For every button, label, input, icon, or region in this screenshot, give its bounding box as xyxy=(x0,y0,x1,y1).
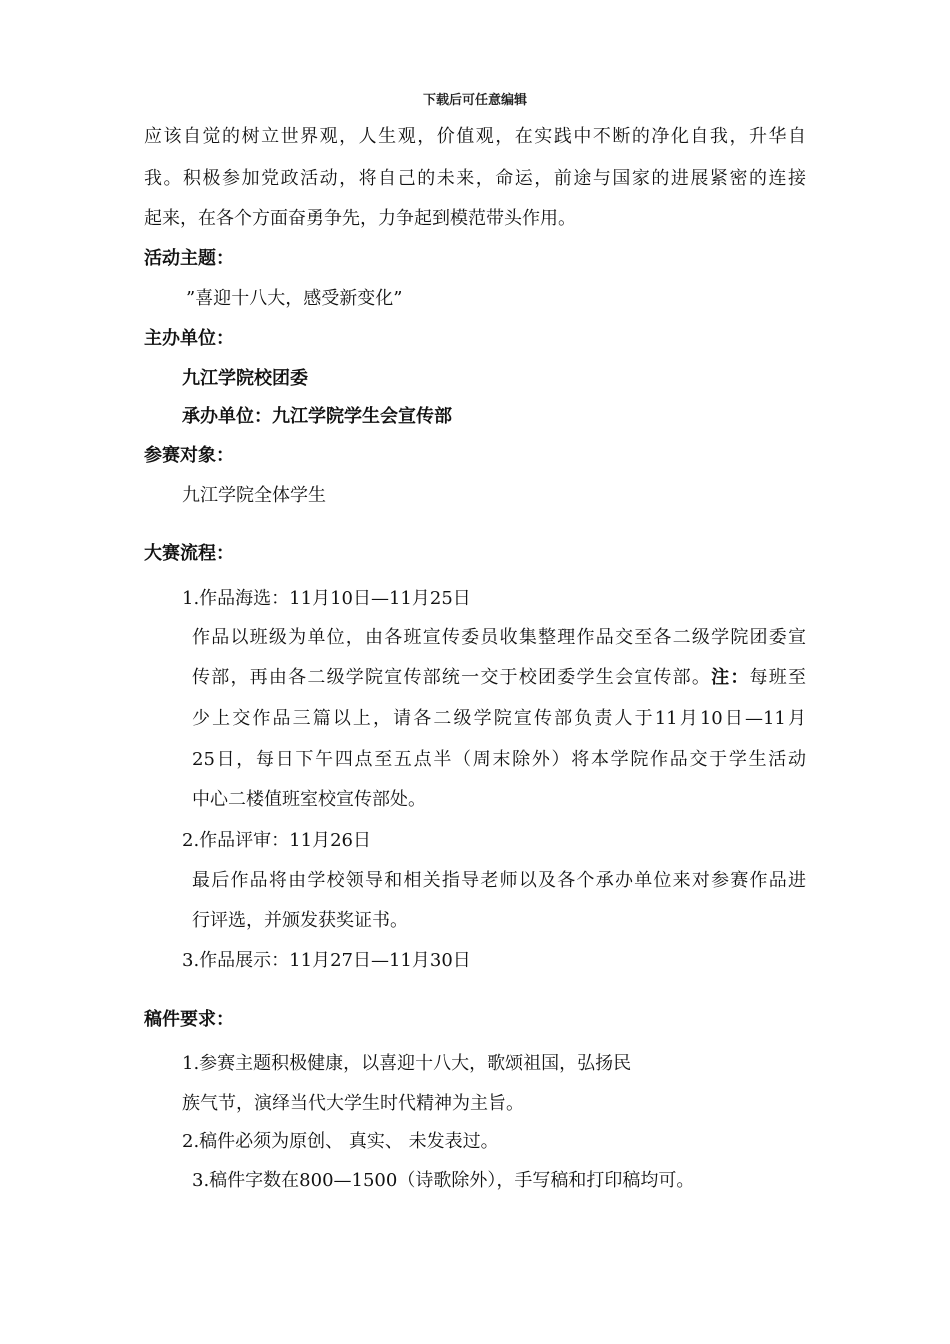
step1-line-2 xyxy=(192,666,806,690)
intro-line-2: 我。积极参加党政活动，将自己的未来，命运，前途与国家的进展紧密的连接 xyxy=(144,168,806,189)
requirement-1-line-2: 族气节，演绎当代大学生时代精神为主旨。 xyxy=(182,1093,524,1114)
requirement-3: 3.稿件字数在800—1500（诗歌除外），手写稿和打印稿均可。 xyxy=(192,1170,695,1191)
step2-title: 2.作品评审：11月26日 xyxy=(182,830,371,851)
requirement-2: 2.稿件必须为原创、 真实、 未发表过。 xyxy=(182,1131,499,1152)
theme-text: ”喜迎十八大，感受新变化” xyxy=(186,288,403,309)
intro-line-1: 应该自觉的树立世界观，人生观，价值观，在实践中不断的净化自我，升华自 xyxy=(144,126,806,147)
participants-text: 九江学院全体学生 xyxy=(182,485,326,506)
requirement-1-line-1: 1.参赛主题积极健康，以喜迎十八大，歌颂祖国，弘扬民 xyxy=(182,1053,632,1074)
step1-title: 1.作品海选：11月10日—11月25日 xyxy=(182,588,471,609)
download-watermark: 下载后可任意编辑 xyxy=(422,93,527,108)
theme-heading: 活动主题： xyxy=(144,248,234,269)
participants-heading: 参赛对象： xyxy=(144,445,234,466)
step3-title: 3.作品展示：11月27日—11月30日 xyxy=(182,950,471,971)
organizer-co-host: 承办单位：九江学院学生会宣传部 xyxy=(182,406,452,427)
organizer-heading: 主办单位： xyxy=(144,328,234,349)
step1-line-2-text: 传部，再由各二级学院宣传部统一交于校团委学生会宣传部。 xyxy=(192,667,712,688)
step1-line-3: 少上交作品三篇以上，请各二级学院宣传部负责人于11月10日—11月 xyxy=(192,708,806,729)
step1-line-1: 作品以班级为单位，由各班宣传委员收集整理作品交至各二级学院团委宣 xyxy=(192,627,806,648)
process-heading: 大赛流程： xyxy=(144,543,234,564)
requirements-heading: 稿件要求： xyxy=(144,1009,234,1030)
organizer-host: 九江学院校团委 xyxy=(182,368,308,389)
step1-line-5: 中心二楼值班室校宣传部处。 xyxy=(192,789,426,810)
step1-line-4: 25日，每日下午四点至五点半（周末除外）将本学院作品交于学生活动 xyxy=(192,749,806,770)
step2-line-2: 行评选，并颁发获奖证书。 xyxy=(192,910,408,931)
step1-line-2-tail: 每班至 xyxy=(749,667,806,688)
step2-line-1: 最后作品将由学校领导和相关指导老师以及各个承办单位来对参赛作品进 xyxy=(192,870,806,891)
intro-line-3: 起来，在各个方面奋勇争先，力争起到模范带头作用。 xyxy=(144,208,576,229)
note-label: 注： xyxy=(711,667,750,688)
